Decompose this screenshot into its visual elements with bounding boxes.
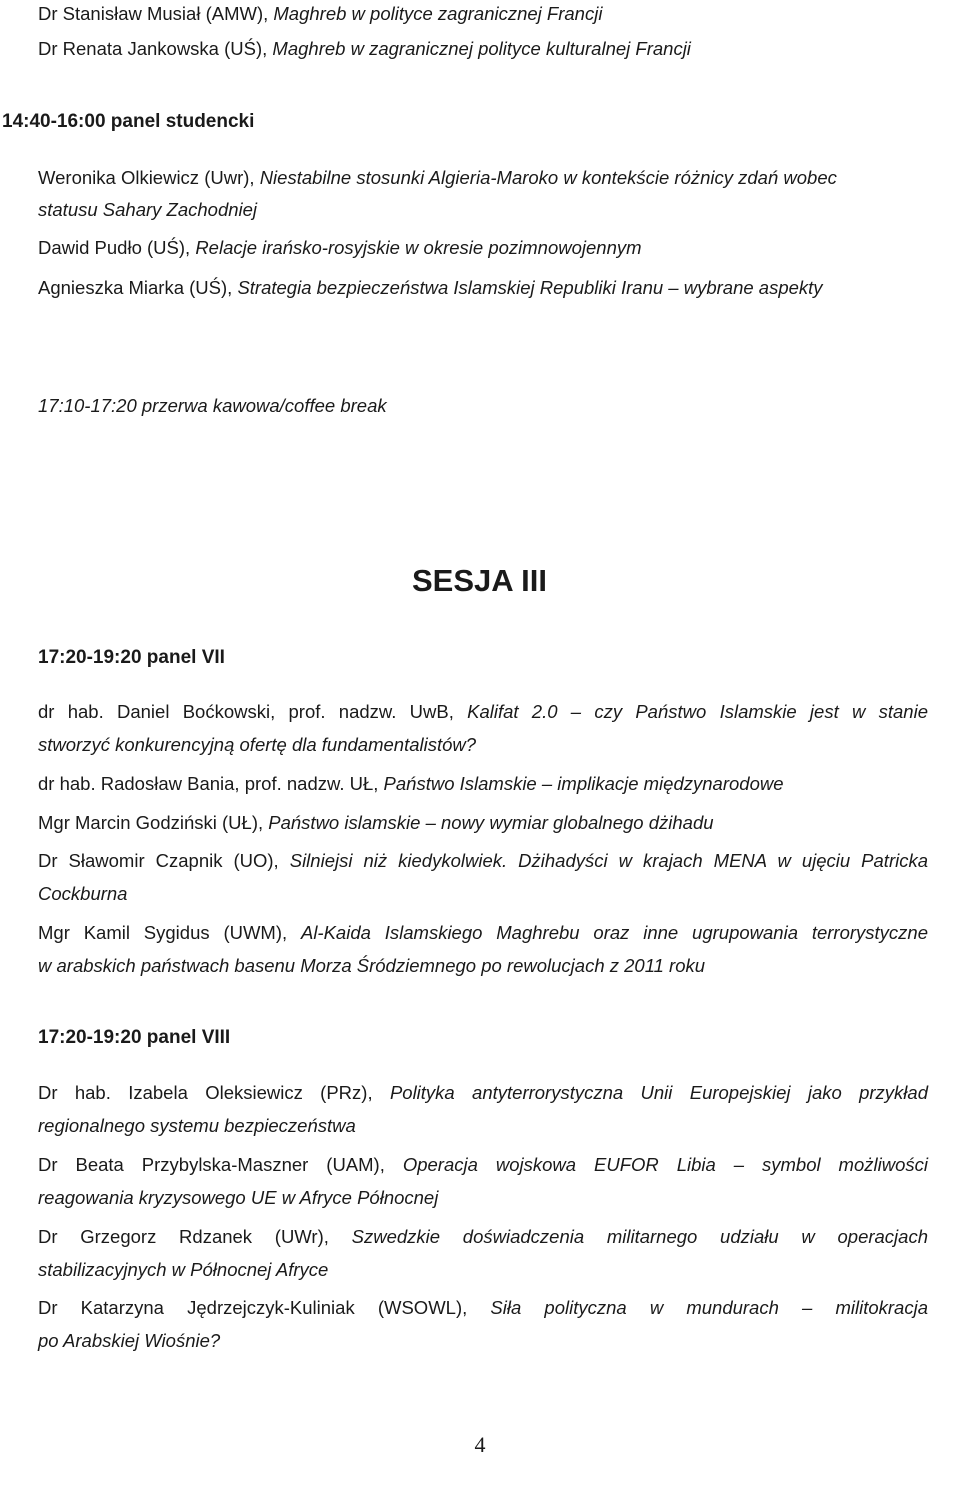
talk-title-cont: Cockburna — [38, 883, 128, 904]
talk-czapnik-line1 — [38, 849, 928, 873]
speaker-name: Mgr Kamil Sygidus (UWM), — [38, 922, 301, 943]
talk-rdzanek-line1 — [38, 1225, 928, 1249]
panel7-heading: 17:20-19:20 panel VII — [38, 647, 225, 668]
talk-sygidus-line2 — [38, 954, 928, 978]
talk-jankowska — [38, 37, 928, 61]
talk-title: Szwedzkie doświadczenia militarnego udziału w operacjach — [351, 1226, 928, 1247]
speaker-name: Dr Stanisław Musiał (AMW), — [38, 3, 274, 24]
talk-oleksiewicz-line1 — [38, 1081, 928, 1105]
talk-bockowski-line1 — [38, 700, 928, 724]
talk-bania — [38, 772, 928, 796]
talk-title-cont: stabilizacyjnych w Północnej Afryce — [38, 1259, 329, 1280]
talk-title-cont: stworzyć konkurencyjną ofertę dla fundamentalistów? — [38, 734, 477, 755]
talk-olkiewicz-line1 — [38, 166, 928, 190]
panel-student-heading: 14:40-16:00 panel studencki — [2, 111, 255, 132]
talk-title: Strategia bezpieczeństwa Islamskiej Republiki Iranu – wybrane aspekty — [237, 277, 823, 298]
page-number: 4 — [474, 1432, 486, 1457]
session-title: SESJA III — [412, 563, 547, 598]
talk-musial — [38, 2, 928, 26]
speaker-name: Dr Beata Przybylska-Maszner (UAM), — [38, 1154, 403, 1175]
talk-title-cont: regionalnego systemu bezpieczeństwa — [38, 1115, 356, 1136]
talk-oleksiewicz-line2 — [38, 1114, 928, 1138]
talk-title: Państwo Islamskie – implikacje międzynarodowe — [383, 773, 784, 794]
talk-bockowski-line2 — [38, 733, 928, 757]
speaker-name: Mgr Marcin Godziński (UŁ), — [38, 812, 269, 833]
talk-title-cont: po Arabskiej Wiośnie? — [38, 1330, 221, 1351]
talk-title: Silniejsi niż kiedykolwiek. Dżihadyści w krajach MENA w ujęciu Patricka — [289, 850, 929, 871]
talk-title: Polityka antyterrorystyczna Unii Europejskiej jako przykład — [389, 1082, 928, 1103]
speaker-name: Agnieszka Miarka (UŚ), — [38, 277, 238, 298]
speaker-name: Dr Sławomir Czapnik (UO), — [38, 850, 290, 871]
speaker-name: dr hab. Daniel Boćkowski, prof. nadzw. UwB, — [38, 701, 468, 722]
speaker-name: Dawid Pudło (UŚ), — [38, 237, 196, 258]
talk-title: Operacja wojskowa EUFOR Libia – symbol możliwości — [402, 1154, 928, 1175]
talk-title: Kalifat 2.0 – czy Państwo Islamskie jest w stanie — [467, 701, 928, 722]
talk-godzinski — [38, 811, 928, 835]
talk-pudlo — [38, 236, 928, 260]
speaker-name: dr hab. Radosław Bania, prof. nadzw. UŁ, — [38, 773, 384, 794]
talk-title-cont: reagowania kryzysowego UE w Afryce Północnej — [38, 1187, 439, 1208]
talk-title: Siła polityczna w mundurach – militokracja — [490, 1297, 928, 1318]
talk-przybylska-line1 — [38, 1153, 928, 1177]
talk-kuliniak-line2 — [38, 1329, 928, 1353]
talk-title: Relacje irańsko-rosyjskie w okresie pozimnowojennym — [195, 237, 642, 258]
talk-title: Maghreb w zagranicznej polityce kulturalnej Francji — [272, 38, 691, 59]
panel8-heading: 17:20-19:20 panel VIII — [38, 1027, 231, 1048]
coffee-break: 17:10-17:20 przerwa kawowa/coffee break — [38, 395, 387, 416]
talk-title: Państwo islamskie – nowy wymiar globalnego dżihadu — [268, 812, 714, 833]
talk-sygidus-line1 — [38, 921, 928, 945]
talk-title: Al-Kaida Islamskiego Maghrebu oraz inne ugrupowania terrorystyczne — [300, 922, 928, 943]
talk-miarka — [38, 276, 928, 300]
speaker-name: Dr Renata Jankowska (UŚ), — [38, 38, 273, 59]
talk-kuliniak-line1 — [38, 1296, 928, 1320]
talk-olkiewicz-line2 — [38, 198, 928, 222]
speaker-name: Dr Grzegorz Rdzanek (UWr), — [38, 1226, 352, 1247]
talk-title: Niestabilne stosunki Algieria-Maroko w kontekście różnicy zdań wobec — [259, 167, 837, 188]
talk-title: Maghreb w polityce zagranicznej Francji — [273, 3, 603, 24]
talk-rdzanek-line2 — [38, 1258, 928, 1282]
speaker-name: Dr hab. Izabela Oleksiewicz (PRz), — [38, 1082, 390, 1103]
speaker-name: Dr Katarzyna Jędrzejczyk-Kuliniak (WSOWL), — [38, 1297, 491, 1318]
talk-czapnik-line2 — [38, 882, 928, 906]
talk-przybylska-line2 — [38, 1186, 928, 1210]
talk-title-cont: w arabskich państwach basenu Morza Śródziemnego po rewolucjach z 2011 roku — [38, 955, 706, 976]
speaker-name: Weronika Olkiewicz (Uwr), — [38, 167, 260, 188]
talk-title-cont: statusu Sahary Zachodniej — [38, 199, 258, 220]
